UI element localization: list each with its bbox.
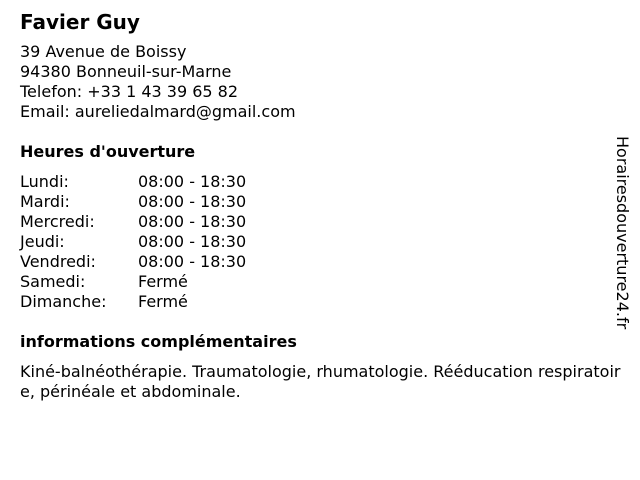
hours-row-thursday xyxy=(20,232,632,252)
hours-row-saturday xyxy=(20,272,632,292)
hours-row-friday xyxy=(20,252,632,272)
email-address: Email: aureliedalmard@gmail.com xyxy=(20,102,296,121)
hours-day: Jeudi: xyxy=(20,232,65,251)
opening-hours-list xyxy=(20,172,632,312)
hours-time: Fermé xyxy=(138,292,188,311)
hours-day: Mercredi: xyxy=(20,212,95,231)
hours-time: 08:00 - 18:30 xyxy=(138,212,247,231)
hours-day: Vendredi: xyxy=(20,252,96,271)
hours-row-wednesday xyxy=(20,212,632,232)
hours-day: Dimanche: xyxy=(20,292,107,311)
hours-day: Samedi: xyxy=(20,272,86,291)
hours-time: 08:00 - 18:30 xyxy=(138,232,247,251)
hours-time: 08:00 - 18:30 xyxy=(138,252,247,271)
hours-time: 08:00 - 18:30 xyxy=(138,192,247,211)
address-street: 39 Avenue de Boissy xyxy=(20,42,187,61)
hours-row-tuesday xyxy=(20,192,632,212)
opening-hours-title: Heures d'ouverture xyxy=(20,142,196,161)
additional-info-text: Kiné-balnéothérapie. Traumatologie, rhumatologie. Rééducation respiratoire, périnéale et abdominale. xyxy=(20,362,621,401)
watermark-text: Horairesdouverture24.fr xyxy=(613,136,632,330)
hours-row-sunday xyxy=(20,292,632,312)
phone-number: Telefon: +33 1 43 39 65 82 xyxy=(20,82,239,101)
hours-time: Fermé xyxy=(138,272,188,291)
hours-day: Lundi: xyxy=(20,172,69,191)
business-card xyxy=(20,10,632,402)
address-city: 94380 Bonneuil-sur-Marne xyxy=(20,62,232,81)
hours-row-monday xyxy=(20,172,632,192)
additional-info-title: informations complémentaires xyxy=(20,332,297,351)
hours-day: Mardi: xyxy=(20,192,70,211)
hours-time: 08:00 - 18:30 xyxy=(138,172,247,191)
business-name: Favier Guy xyxy=(20,10,140,34)
